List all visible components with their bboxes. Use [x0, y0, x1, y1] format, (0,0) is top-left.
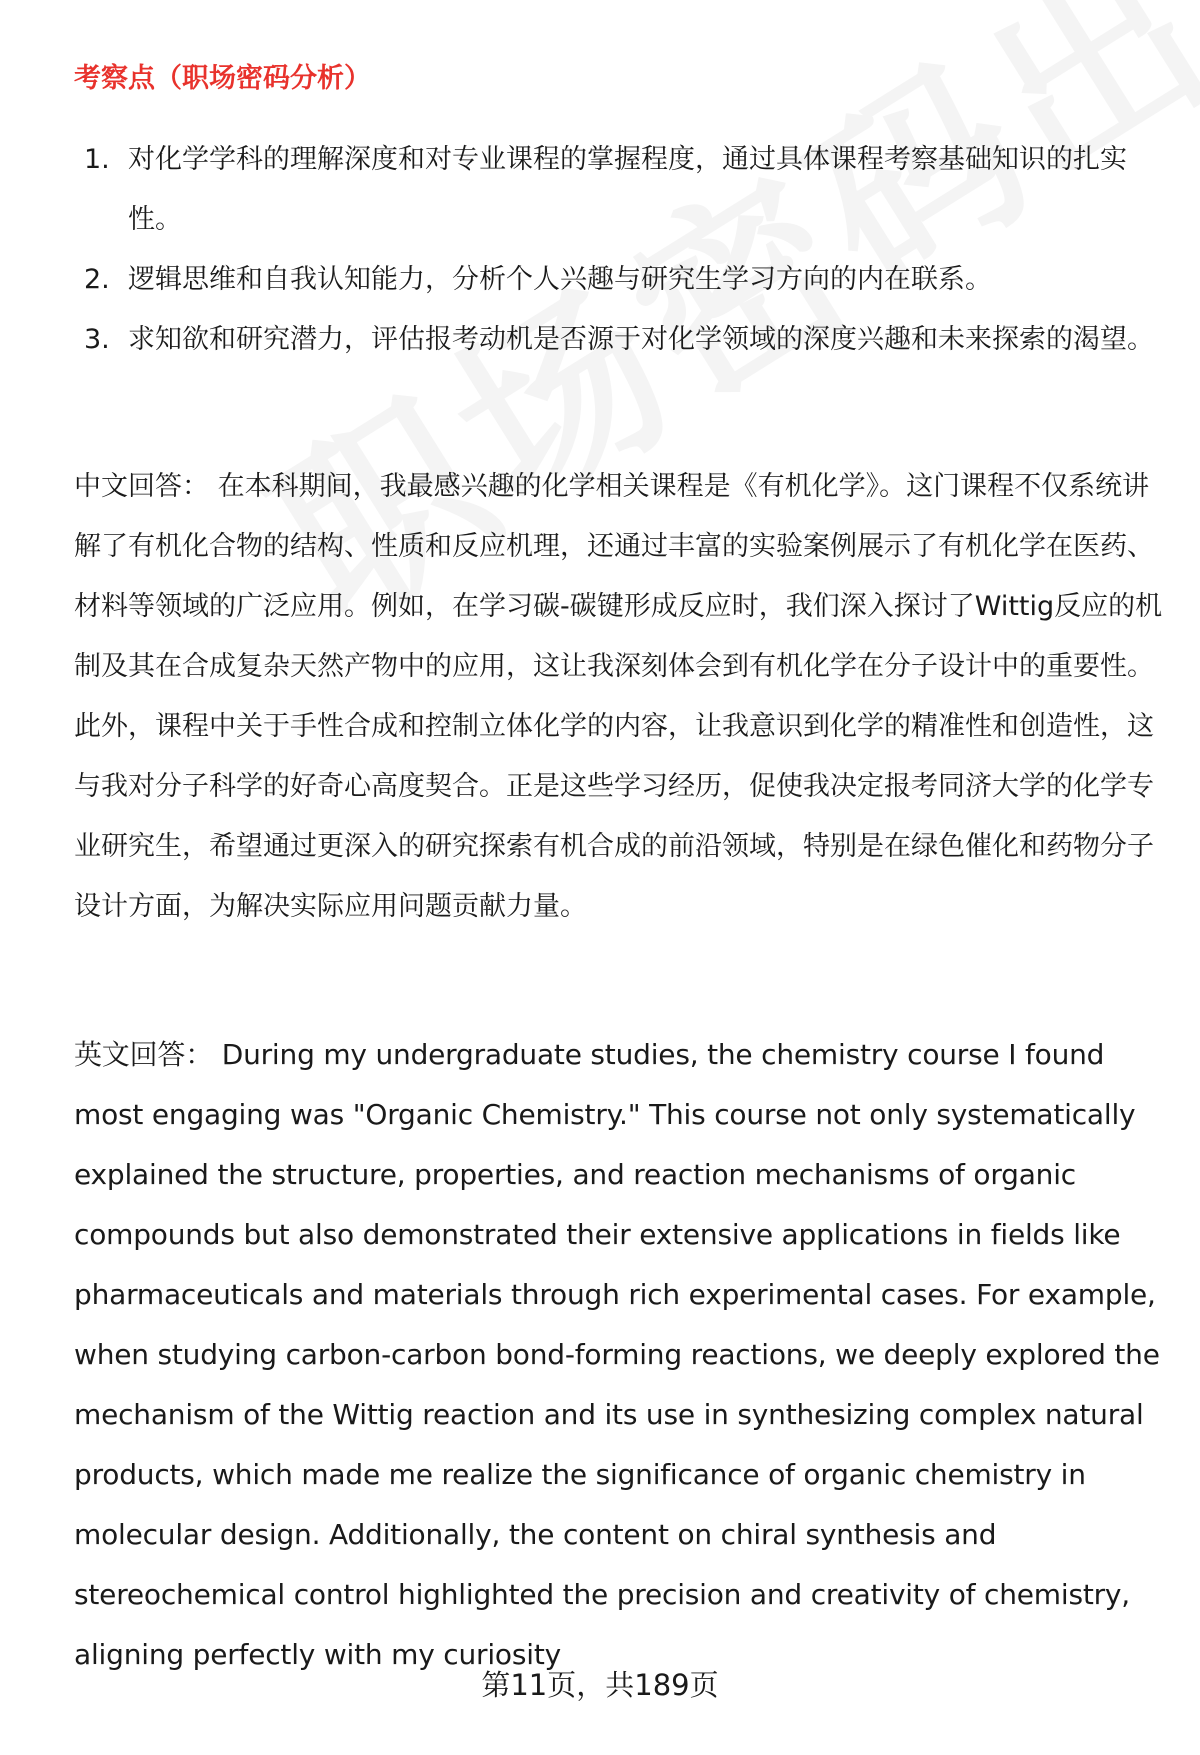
chinese-answer-text: 在本科期间，我最感兴趣的化学相关课程是《有机化学》。这门课程不仅系统讲解了有机化合物的结构、性质和反应机理，还通过丰富的实验案例展示了有机化学在医药、材料等领域的广泛应用。例如，在学习碳-碳键形成反应时，我们深入探讨了Wittig反应的机制及其在合成复杂天然产物中的应用，这让我深刻体会到有机化学在分子设计中的重要性。此外，课程中关于手性合成和控制立体化学的内容，让我意识到化学的精准性和创造性，这与我对分子科学的好奇心高度契合。正是这些学习经历，促使我决定报考同济大学的化学专业研究生，希望通过更深入的研究探索有机合成的前沿领域，特别是在绿色催化和药物分子设计方面，为解决实际应用问题贡献力量。 — [74, 471, 1163, 922]
chinese-answer-label: 中文回答： — [74, 471, 209, 502]
section-heading: 考察点（职场密码分析） — [74, 63, 371, 94]
list-item-text: 求知欲和研究潜力，评估报考动机是否源于对化学领域的深度兴趣和未来探索的渴望。 — [128, 324, 1154, 355]
list-item — [74, 130, 1154, 250]
list-number: 2. — [84, 264, 110, 295]
list-item-text: 对化学学科的理解深度和对专业课程的掌握程度，通过具体课程考察基础知识的扎实性。 — [128, 144, 1127, 235]
assessment-points-list — [74, 130, 1154, 370]
english-answer — [74, 1025, 1164, 1685]
list-number: 1. — [84, 144, 110, 175]
page-number-footer: 第11页，共189页 — [481, 1668, 719, 1702]
english-answer-label: 英文回答： — [74, 1038, 214, 1071]
list-item — [74, 250, 1154, 310]
english-answer-text: During my undergraduate studies, the chemistry course I found most engaging was "Organic Chemistry." This course not only systematically explained the structure, properties, and reaction mechanisms of organic compounds but also demonstrated their extensive applications in fields like pharmaceuticals and materials through rich experimental cases. For example, when studying carbon-carbon bond-forming reactions, we deeply explored the mechanism of the Wittig reaction and its use in synthesizing complex natural products, which made me realize the significance of organic chemistry in molecular design. Additionally, the content on chiral synthesis and stereochemical control highlighted the precision and creativity of chemistry, aligning perfectly with my curiosity — [74, 1038, 1160, 1671]
chinese-answer — [74, 457, 1164, 937]
list-number: 3. — [84, 324, 110, 355]
list-item-text: 逻辑思维和自我认知能力，分析个人兴趣与研究生学习方向的内在联系。 — [128, 264, 992, 295]
list-item — [74, 310, 1154, 370]
